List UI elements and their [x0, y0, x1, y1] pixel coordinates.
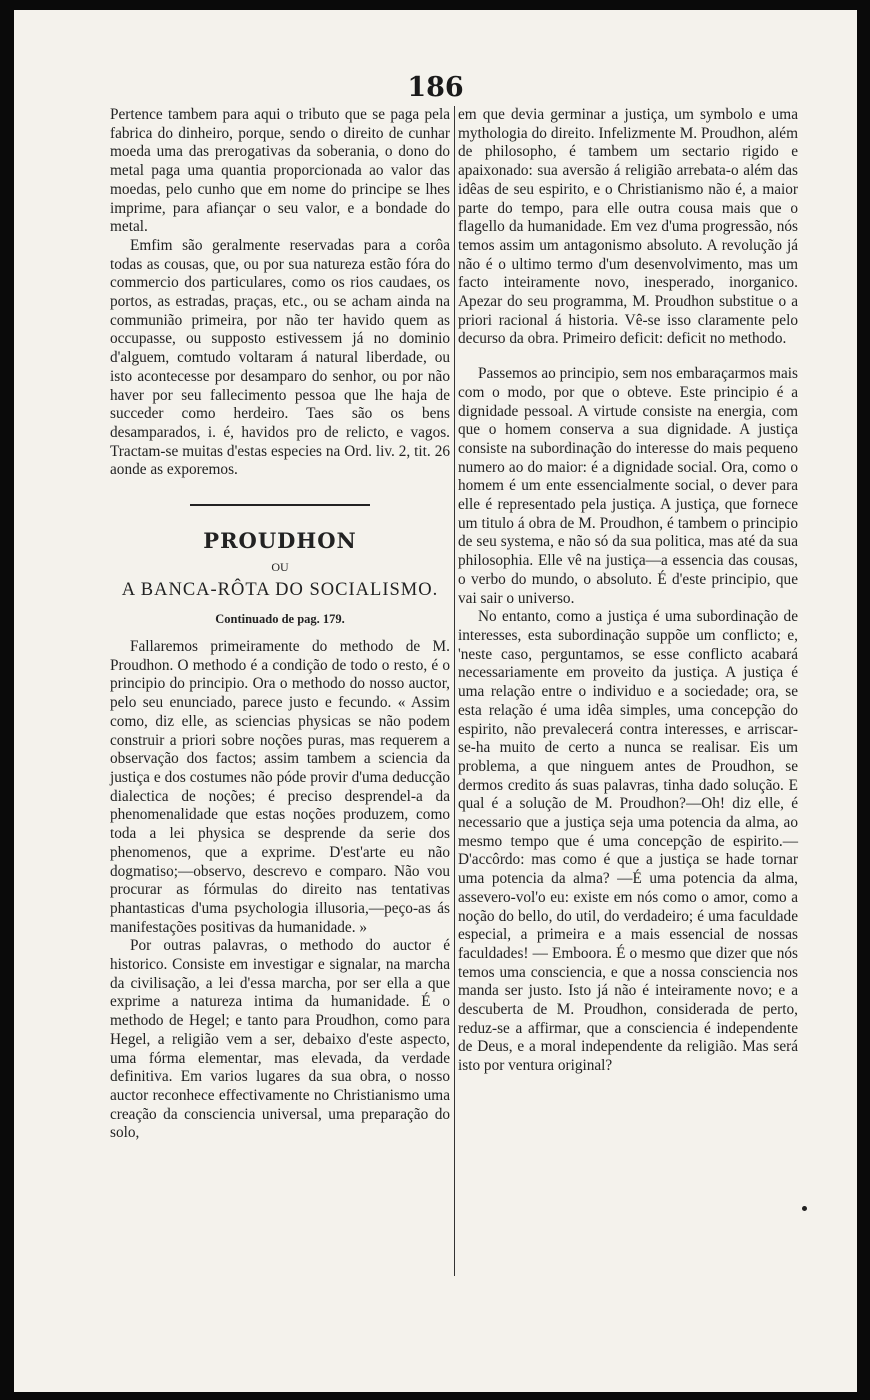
left-column [110, 106, 450, 1143]
paragraph: Emfim são geralmente reservadas para a corôa todas as cousas, que, ou por sua natureza estão fóra do commercio dos particulares, como os rios caudaes, os portos, as estradas, praças, etc., ou se acham ainda na communião primeira, por não ter havido quem as occupasse, ou supposto estivessem já no dominio d'alguem, comtudo voltaram á natural liberdade, ou isto acontecesse por desamparo do senhor, ou por não haver por seu fallecimento pessoa que lhe haja de succeder como herdeiro. Taes são os bens desamparados, i. é, havidos pro de relicto, e vagos. Tractam-se muitas d'estas especies na Ord. liv. 2, tit. 26 aonde as exporemos. [110, 236, 450, 479]
paragraph: No entanto, como a justiça é uma subordinação de interesses, esta subordinação suppõe um conflicto; e, 'neste caso, perguntamos, se esse conflicto acabará necessariamente em proveito da justiça. A justiça é uma relação entre o individuo e a sociedade; ora, se esta relação é uma idêa simples, uma concepção do espirito, não prevalecerá contra interesses, e arriscar-se-ha muito de certo a nunca se realisar. Eis um problema, a que ninguem antes de Proudhon, se dermos credito ás suas palavras, tinha dado solução. E qual é a solução de M. Proudhon?—Oh! diz elle, é necessario que a justiça seja uma potencia da alma, ao mesmo tempo que é uma concepção de espirito.—D'accôrdo: mas como é que a justiça se hade tornar uma potencia da alma? —É uma potencia da alma, assevero-vol'o eu: existe em nós como o amor, como a noção do bello, do util, do verdadeiro; é uma faculdade especial, a primeira e a mais essencial de nossas faculdades! — Emboora. É o mesmo que dizer que nós temos uma consciencia, e que a nossa consciencia nos manda ser justo. Isto já não é inteiramente novo; e a descuberta de M. Proudhon, considerada de perto, reduz-se a affirmar, que a consciencia é independente de Deus, e a moral independente da religião. Mas será isto por ventura original? [458, 608, 798, 1075]
right-column [458, 106, 798, 1076]
page-number: 186 [407, 72, 464, 103]
continued-note: Continuado de pag. 179. [215, 612, 345, 627]
article-subtitle: A BANCA-RÔTA DO SOCIALISMO. [121, 580, 439, 601]
paragraph: em que devia germinar a justiça, um symbolo e uma mythologia do direito. Infelizmente M. Proudhon, além de philosopho, é tambem um sectario rigido e apaixonado: sua aversão á religião arrebata-o além das idêas de seu espirito, e o Christianismo não é, a maior parte do tempo, para elle outra cousa mais que o flagello da humanidade. Em vez d'uma progressão, nós temos assim um antagonismo absoluto. A revolução já não é o ultimo termo d'um desenvolvimento, mas um facto inteiramente novo, inesperado, inorganico. Apezar do seu programma, M. Proudhon substitue o a priori racional á historia. Vê-se isso claramente pelo decurso da obra. Primeiro deficit: deficit no methodo. [458, 106, 798, 348]
paragraph: Passemos ao principio, sem nos embaraçarmos mais com o modo, por que o obteve. Este principio é a dignidade pessoal. A virtude consiste na energia, com que o homem conserva a sua dignidade. A justiça consiste na subordinação do interesse do mais pequeno numero ao do maior: é a dignidade social. Ora, como o homem é um ente essencialmente social, o dever para elle é representado pela justiça. A justiça, que fornece um titulo á obra de M. Proudhon, é tambem o principio de seu systema, e não só da sua politica, mas até da sua philosophia. Elle vê na justiça—a essencia das cousas, o verbo do mundo, o absoluto. É d'este principio, que vai sair o universo. [458, 365, 798, 607]
paragraph: Pertence tambem para aqui o tributo que se paga pela fabrica do dinheiro, porque, sendo o direito de cunhar moeda uma das prerogativas da soberania, o dono do metal paga uma quantia proporcionada ao valor das moedas, pelo cunho que em nome do principe se lhes imprime, para afiançar o seu valor, e a bondade do metal. [110, 106, 450, 236]
paragraph: Por outras palavras, o methodo do auctor é historico. Consiste em investigar e signalar, na marcha da civilisação, a lei d'essa marcha, por ser ella a que exprime a natureza intima da humanidade. É o methodo de Hegel; e tanto para Proudhon, como para Hegel, a religião vem a ser, debaixo d'este aspecto, uma fórma elementar, mas elevada, da verdade definitiva. Em varios lugares da sua obra, o nosso auctor reconhece effectivamente no Christianismo uma creação da consciencia universal, uma preparação do solo, [110, 937, 450, 1142]
paragraph: Fallaremos primeiramente do methodo de M. Proudhon. O methodo é a condição de todo o resto, é o principio do principio. Ora o methodo do nosso auctor, pelo seu enunciado, parece justo e fecundo. « Assim como, diz elle, as sciencias physicas se não podem construir a priori sobre noções puras, mas requerem a observação dos factos; assim tambem a sciencia da justiça e dos costumes não póde provir d'uma deducção dialectica de noções; é preciso desprendel-a da phenomenalidade que estas noções produzem, como toda a lei physica se desprende da serie dos phenomenos, que a exprime. D'est'arte eu não dogmatiso;—observo, descrevo e comparo. Não vou procurar as fórmulas do direito nas tentativas phantasticas d'uma psychologia illusoria,—peço-as ás manifestações positivas da humanidade. » [110, 638, 450, 936]
newspaper-page [14, 10, 857, 1392]
column-divider [454, 106, 455, 1276]
article-title: PROUDHON [203, 528, 357, 554]
section-divider [190, 504, 370, 506]
ink-spot [802, 1206, 807, 1211]
article-title-conjunction: OU [271, 560, 289, 575]
